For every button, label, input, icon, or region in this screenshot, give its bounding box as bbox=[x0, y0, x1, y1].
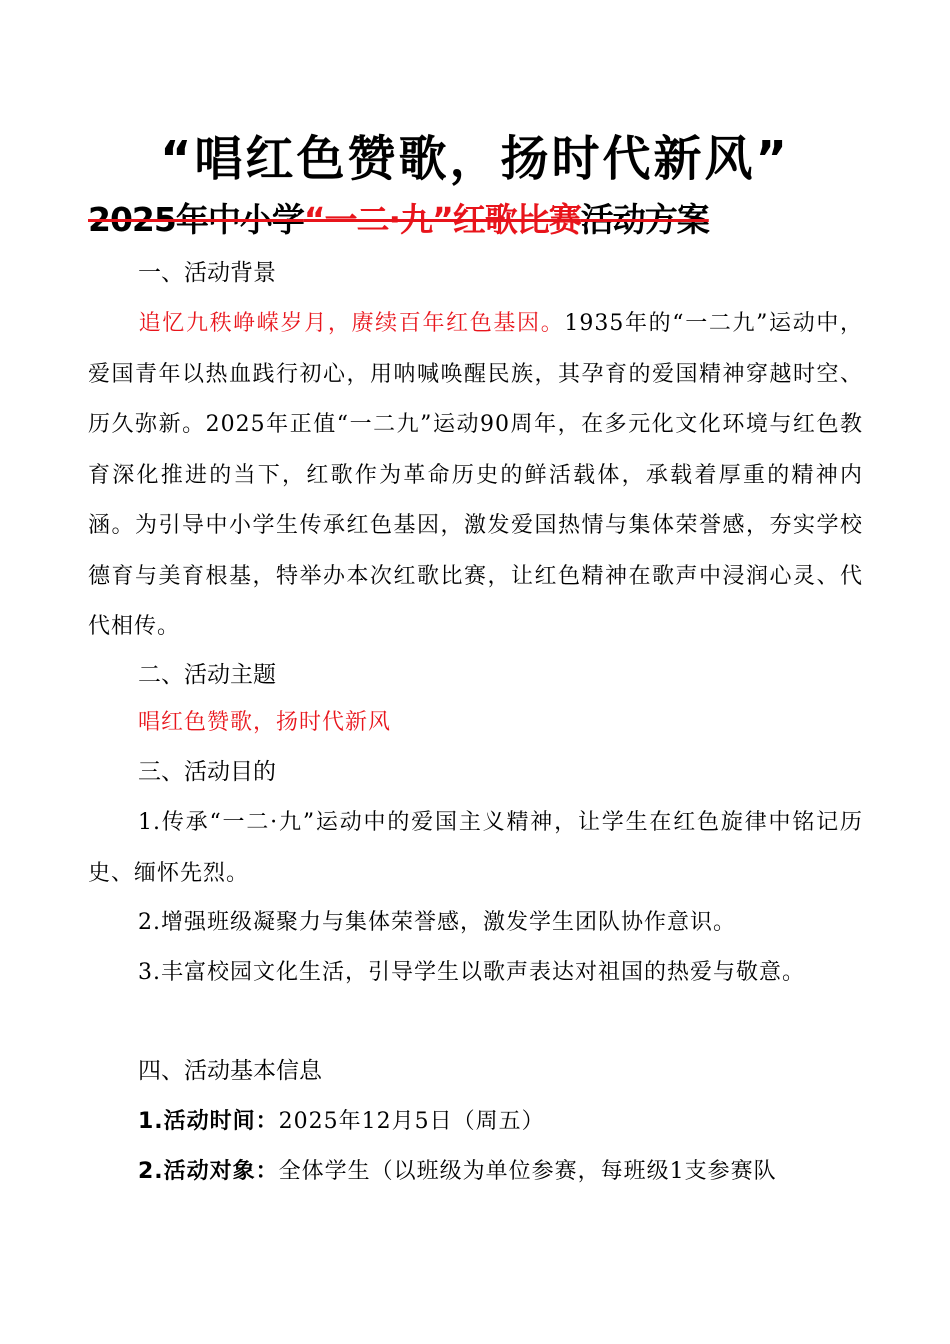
info-target-value: 全体学生（以班级为单位参赛，每班级1支参赛队 bbox=[278, 1159, 777, 1184]
purpose-item-2: 2.增强班级凝聚力与集体荣誉感，激发学生团队协作意识。 bbox=[138, 910, 736, 935]
section-heading-purpose: 三、活动目的 bbox=[138, 759, 276, 785]
section-heading-background: 一、活动背景 bbox=[138, 260, 276, 286]
theme-text: 唱红色赞歌，扬时代新风 bbox=[138, 710, 392, 735]
background-lead-text: 追忆九秩峥嵘岁月，赓续百年红色基因。 bbox=[138, 311, 565, 336]
purpose-item-3: 3.丰富校园文化生活，引导学生以歌声表达对祖国的热爱与敬意。 bbox=[138, 960, 805, 985]
info-time-value: 2025年12月5日（周五） bbox=[278, 1109, 545, 1134]
info-time-label: 1.活动时间： bbox=[138, 1109, 279, 1134]
purpose-item-1: 1.传承“一二·九”运动中的爱国主义精神，让学生在红色旋律中铭记历史、缅怀先烈。 bbox=[88, 810, 863, 886]
section-heading-theme: 二、活动主题 bbox=[138, 662, 276, 688]
title-year-school: 2025年中小学 bbox=[88, 200, 304, 239]
title-plan-suffix: 活动方案 bbox=[580, 200, 709, 239]
background-body-text: 1935年的“一二九”运动中，爱国青年以热血践行初心，用呐喊唤醒民族，其孕育的爱国精神穿越时空、历久弥新。2025年正值“一二九”运动90周年，在多元化文化环境与红色教育深化推进的当下，红歌作为革命历史的鲜活载体，承载着厚重的精神内涵。为引导中小学生传承红色基因，激发爱国热情与集体荣誉感，夯实学校德育与美育根基，特举办本次红歌比赛，让红色精神在歌声中浸润心灵、代代相传。 bbox=[88, 311, 863, 639]
document-title-line1: “唱红色赞歌，扬时代新风” bbox=[159, 131, 791, 187]
title-competition-name: “一二·九”红歌比赛 bbox=[303, 200, 581, 239]
section-heading-info: 四、活动基本信息 bbox=[138, 1058, 322, 1084]
info-target bbox=[138, 1157, 777, 1187]
background-paragraph bbox=[88, 299, 863, 653]
info-time bbox=[138, 1107, 545, 1137]
document-title-line2 bbox=[88, 197, 863, 243]
info-target-label: 2.活动对象： bbox=[138, 1159, 279, 1184]
